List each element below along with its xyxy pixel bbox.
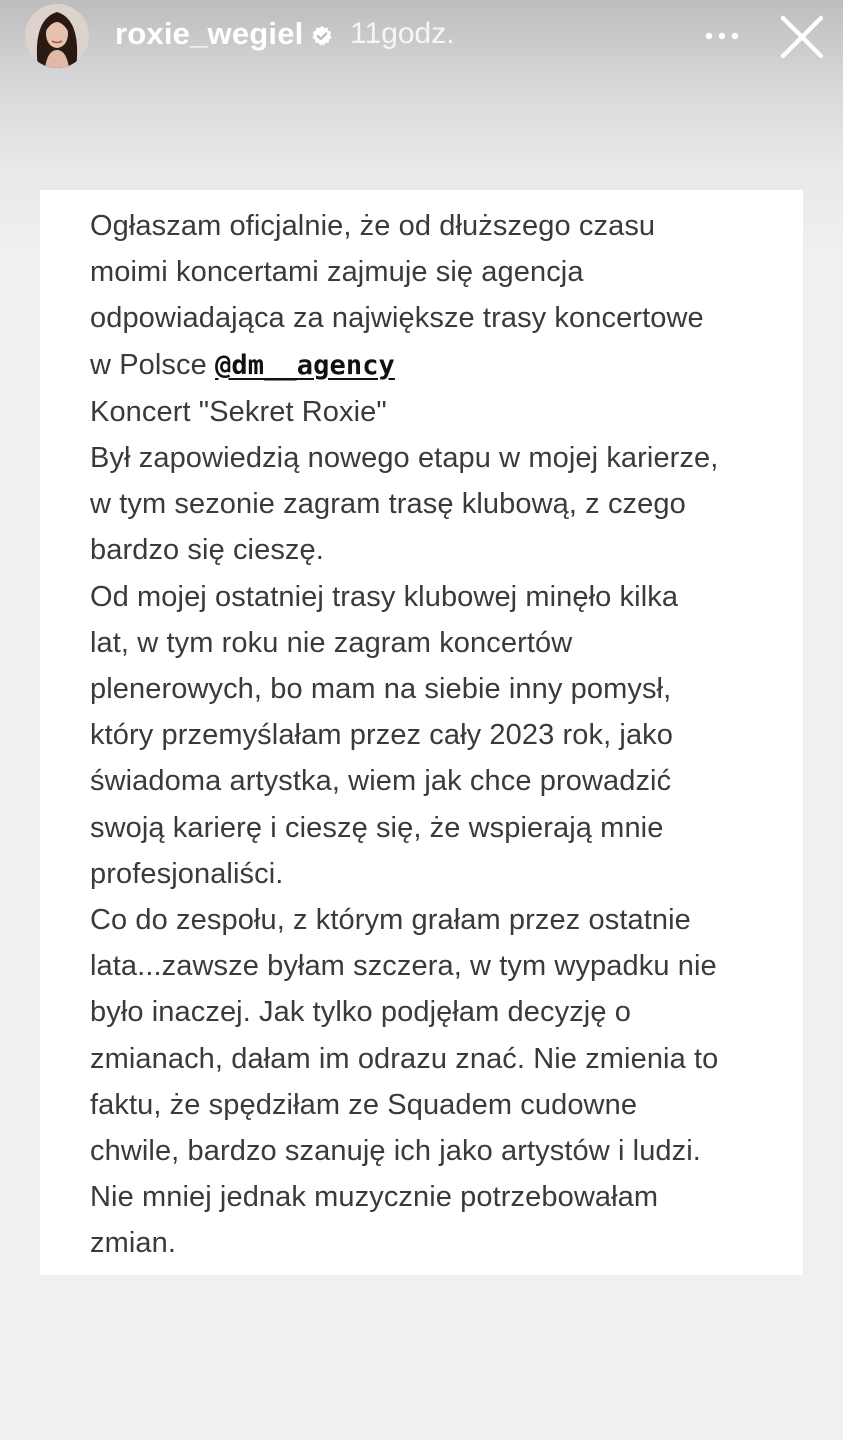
text-line: zmian. [90, 1227, 177, 1260]
text-line-with-mention [90, 342, 790, 389]
text-line: Co do zespołu, z którym grałam przez ostatnie [90, 904, 691, 937]
text-line: profesjonaliści. [90, 857, 284, 890]
text-line: faktu, że spędziłam ze Squadem cudowne [90, 1088, 638, 1121]
text-line: odpowiadająca za największe trasy koncertowe [90, 302, 704, 335]
text-line: Nie mniej jednak muzycznie potrzebowałam [90, 1181, 659, 1214]
text-line: w Polsce [90, 348, 215, 381]
text-line: lata...zawsze byłam szczera, w tym wypadku nie [90, 950, 717, 983]
text-line: świadoma artystka, wiem jak chce prowadzić [90, 765, 672, 798]
close-icon[interactable] [778, 14, 826, 60]
username[interactable]: roxie_wegiel [115, 16, 304, 51]
mention-link[interactable]: @dm__agency [215, 349, 395, 381]
avatar-image [25, 4, 89, 68]
text-line: swoją karierę i cieszę się, że wspierają mnie [90, 811, 664, 844]
text-line: lat, w tym roku nie zagram koncertów [90, 626, 573, 659]
story-header [0, 0, 843, 76]
text-line: który przemyślałam przez cały 2023 rok, jako [90, 719, 673, 752]
text-line: chwile, bardzo szanuję ich jako artystów i ludzi. [90, 1135, 701, 1168]
text-line: moimi koncertami zajmuje się agencja [90, 256, 584, 289]
avatar[interactable] [25, 4, 89, 68]
text-line: było inaczej. Jak tylko podjęłam decyzję o [90, 996, 631, 1029]
text-line: Był zapowiedzią nowego etapu w mojej karierze, [90, 442, 719, 475]
text-line: Ogłaszam oficjalnie, że od dłuższego czasu [90, 210, 656, 242]
text-line: bardzo się cieszę. [90, 534, 324, 567]
text-line: plenerowych, bo mam na siebie inny pomysł, [90, 673, 672, 706]
story-text-card [40, 190, 803, 1275]
text-line: Od mojej ostatniej trasy klubowej minęło kilka [90, 580, 679, 613]
text-line: Koncert "Sekret Roxie" [90, 395, 387, 428]
text-line: w tym sezonie zagram trasę klubową, z czego [90, 488, 686, 521]
post-time: 11godz. [350, 17, 455, 50]
verified-badge-icon [311, 25, 333, 47]
text-line: zmianach, dałam im odrazu znać. Nie zmienia to [90, 1042, 719, 1075]
more-horizontal-icon[interactable] [702, 23, 742, 49]
post-text [90, 203, 790, 1267]
